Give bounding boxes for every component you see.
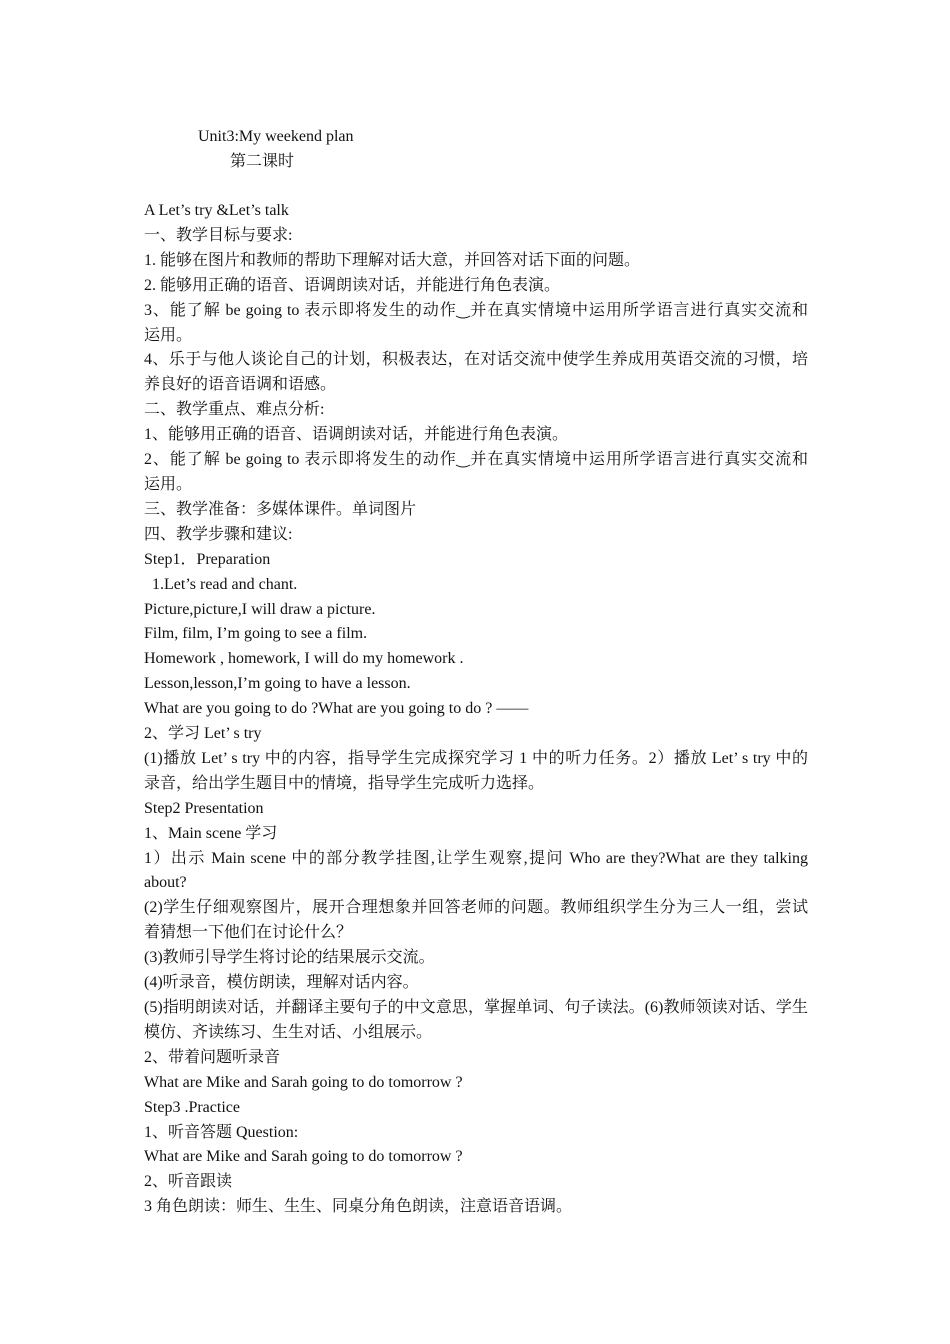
key-point-2-line-2: 运用。 [144, 475, 193, 493]
lets-try-para-line-2: 录音，给出学生题目中的情境，指导学生完成听力选择。 [144, 774, 545, 792]
lets-try-para-line-1: (1)播放 Let’ s try 中的内容，指导学生完成探究学习 1 中的听力任务。2）播放 Let’ s try 中的 [144, 749, 808, 767]
objective-2: 2. 能够用正确的语音、语调朗读对话，并能进行角色表演。 [144, 276, 561, 294]
step1-heading: Step1．Preparation [144, 550, 271, 568]
chant-line-5: What are you going to do ?What are you going to do ? —— [144, 700, 529, 718]
lets-try-heading: 2、学习 Let’ s try [144, 725, 262, 743]
objective-1: 1. 能够在图片和教师的帮助下理解对话大意，并回答对话下面的问题。 [144, 251, 641, 269]
key-point-2-line-1: 2、能了解 be going to 表示即将发生的动作‿并在真实情境中运用所学语言进行真实交流和 [144, 451, 808, 469]
chant-line-4: Lesson,lesson,I’m going to have a lesson. [144, 675, 411, 693]
objective-3-line-2: 运用。 [144, 326, 193, 344]
main-scene-para-line-1: 1）出示 Main scene 中的部分教学挂图,让学生观察,提问 Who are they?What are they talking [144, 849, 808, 867]
chant-line-2: Film, film, I’m going to see a film. [144, 625, 368, 643]
chant-line-1: Picture,picture,I will draw a picture. [144, 600, 376, 618]
chant-heading: 1.Let’s read and chant. [152, 575, 298, 593]
read-dialogue-line-1: (5)指明朗读对话，并翻译主要句子的中文意思，掌握单词、句子读法。(6)教师领读对话、学生 [144, 999, 808, 1016]
question-line-1: What are Mike and Sarah going to do tomorrow ? [144, 1073, 463, 1091]
document-subtitle: 第二课时 [230, 153, 295, 170]
listen-answer-heading: 1、听音答题 Question: [144, 1123, 299, 1141]
question-line-2: What are Mike and Sarah going to do tomorrow ? [144, 1148, 463, 1166]
section-heading-key-points: 二、教学重点、难点分析: [144, 401, 325, 419]
main-scene-para-line-2: about? [144, 874, 187, 892]
section-heading-preparation: 三、教学准备：多媒体课件。单词图片 [144, 500, 417, 518]
observe-para-line-2: 着猜想一下他们在讨论什么？ [144, 924, 353, 942]
objective-3-line-1: 3、能了解 be going to 表示即将发生的动作‿并在真实情境中运用所学语言进行真实交流和 [144, 301, 808, 319]
section-heading-steps: 四、教学步骤和建议: [144, 525, 293, 543]
step2-heading: Step2 Presentation [144, 799, 264, 817]
role-reading-line: 3 角色朗读：师生、生生、同桌分角色朗读，注意语音语调。 [144, 1198, 573, 1216]
observe-para-line-1: (2)学生仔细观察图片，展开合理想象并回答老师的问题。教师组织学生分为三人一组，尝试 [144, 899, 808, 917]
objective-4-line-1: 4、乐于与他人谈论自己的计划，积极表达，在对话交流中使学生养成用英语交流的习惯，培 [144, 351, 808, 369]
document-title: Unit3:My weekend plan [198, 128, 354, 145]
main-scene-heading: 1、Main scene 学习 [144, 824, 278, 842]
section-heading-lets-try-talk: A Let’s try &Let’s talk [144, 202, 289, 219]
key-point-1: 1、能够用正确的语音、语调朗读对话，并能进行角色表演。 [144, 426, 569, 444]
listen-imitate-line: (4)听录音，模仿朗读，理解对话内容。 [144, 974, 419, 992]
section-heading-objectives: 一、教学目标与要求: [144, 226, 293, 244]
objective-4-line-2: 养良好的语音语调和语感。 [144, 376, 337, 394]
chant-line-3: Homework , homework, I will do my homework . [144, 650, 464, 668]
step3-heading: Step3 .Practice [144, 1098, 240, 1116]
read-dialogue-line-2: 模仿、齐读练习、生生对话、小组展示。 [144, 1023, 433, 1041]
listen-with-questions-heading: 2、带着问题听录音 [144, 1048, 281, 1066]
share-results-line: (3)教师引导学生将讨论的结果展示交流。 [144, 949, 435, 967]
document-body [144, 199, 808, 1220]
listen-repeat-line: 2、听音跟读 [144, 1173, 233, 1191]
